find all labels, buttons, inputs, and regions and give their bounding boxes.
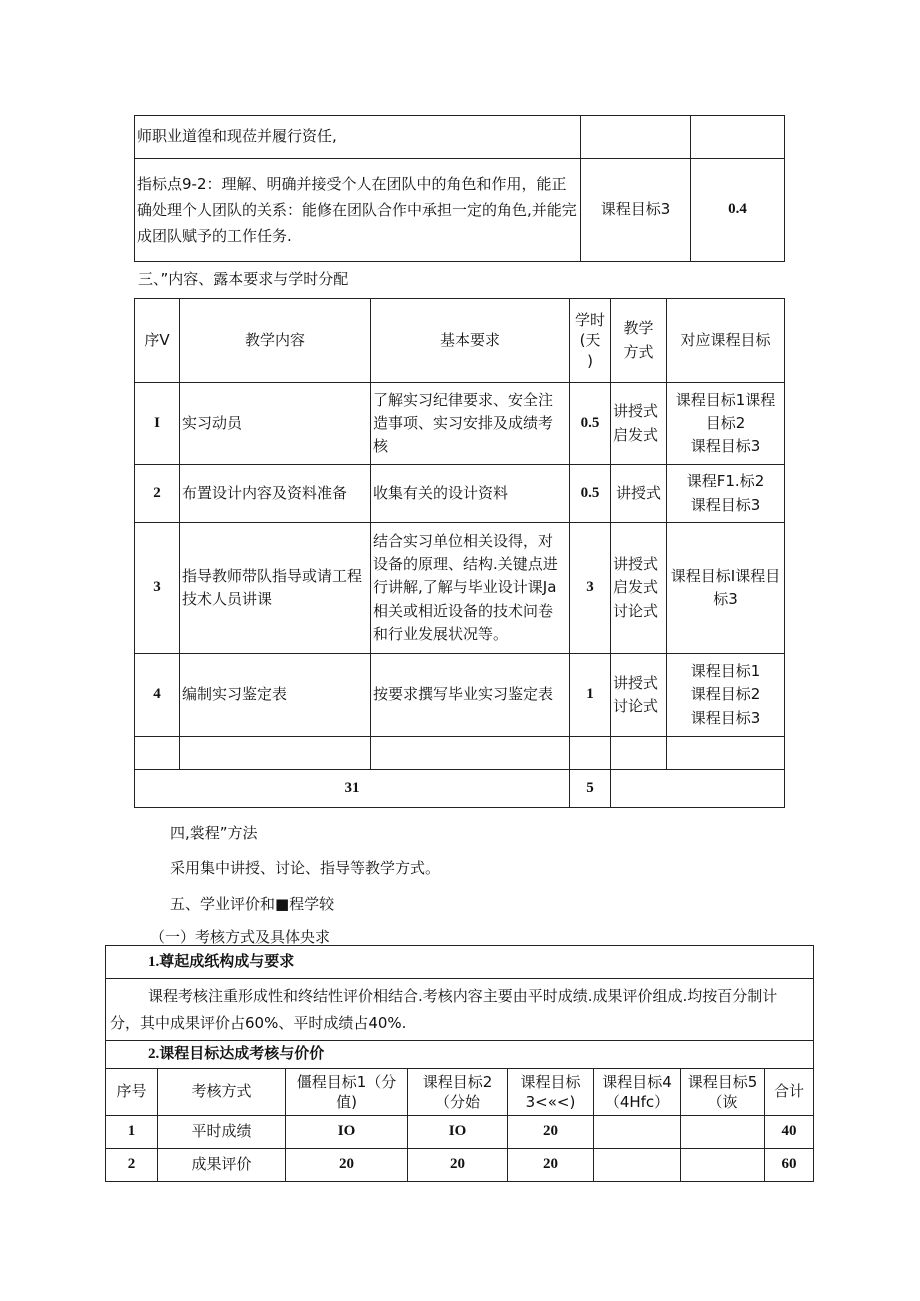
content-cell: 布置设计内容及资料准备 xyxy=(180,465,371,523)
seq-cell: 2 xyxy=(106,1149,158,1182)
col-header-requirement: 基本要求 xyxy=(371,299,570,383)
table-row-empty xyxy=(135,737,785,770)
col-header-method: 教学 方式 xyxy=(611,299,667,383)
col-header-goal2: 课程目标2（分始 xyxy=(408,1069,508,1116)
goal1-cell: IO xyxy=(286,1116,408,1149)
col-header-method: 考核方式 xyxy=(158,1069,286,1116)
weight-cell: 0.4 xyxy=(691,159,785,262)
total-cell: 60 xyxy=(765,1149,814,1182)
method-cell: 成果评价 xyxy=(158,1149,286,1182)
col-header-goal5: 课程目标5（诙 xyxy=(681,1069,765,1116)
goal5-cell xyxy=(681,1116,765,1149)
table-row xyxy=(135,654,785,737)
goal4-cell xyxy=(594,1116,681,1149)
score-table xyxy=(105,1068,814,1182)
method-cell: 平时成绩 xyxy=(158,1116,286,1149)
goal5-cell xyxy=(681,1149,765,1182)
goal-cell: 课程目标3 xyxy=(581,159,691,262)
content-hours-table xyxy=(134,298,785,808)
content-cell: 编制实习鉴定表 xyxy=(180,654,371,737)
method-cell: 讲授式 启发式 讨论式 xyxy=(611,523,667,654)
goal2-cell: IO xyxy=(408,1116,508,1149)
heading2-text: 2.课程目标达成考核与价价 xyxy=(148,1046,325,1063)
objective-mapping-table xyxy=(134,115,785,262)
hours-cell: 0.5 xyxy=(570,465,611,523)
col-header-goal1: 僵程目标1（分值) xyxy=(286,1069,408,1116)
goal-cell: 课程F1.标2 课程目标3 xyxy=(667,465,785,523)
heading1-text: 1.尊起成纸构成与要求 xyxy=(148,953,295,970)
method-cell: 讲授式 启发式 xyxy=(611,383,667,465)
col-header-goal3: 课程目标3<«<) xyxy=(508,1069,594,1116)
requirement-cell: 结合实习单位相关设得，对设备的原理、结构.关键点进行讲解,了解与毕业设计课Ja相关或相近设备的技术问卷和行业发展状况等。 xyxy=(371,523,570,654)
hours-cell: 3 xyxy=(570,523,611,654)
goal-cell: 课程目标1 课程目标2 课程目标3 xyxy=(667,654,785,737)
weight-cell xyxy=(691,116,785,159)
paragraph-line1: 课程考核注重形成性和终结性评价相结合.考核内容主要由平时成绩.成果评价组成.均按百分制计 xyxy=(148,987,778,1006)
requirement-cell: 按要求撰写毕业实习鉴定表 xyxy=(371,654,570,737)
seq-cell: 1 xyxy=(106,1116,158,1149)
goal-cell: 课程目标1课程目标2 课程目标3 xyxy=(667,383,785,465)
table-row xyxy=(106,1149,814,1182)
table-row xyxy=(135,465,785,523)
table-row xyxy=(135,159,785,262)
section5-title: 五、学业评价和■程学较 xyxy=(170,895,335,913)
goal2-cell: 20 xyxy=(408,1149,508,1182)
section4-title: 四,裳程”方法 xyxy=(170,824,258,842)
section4-body: 采用集中讲授、讨论、指导等教学方式。 xyxy=(170,859,441,877)
section3-title: 三、”内容、露本要求与学时分配 xyxy=(138,270,349,288)
col-header-goal4: 课程目标4（4Hfc） xyxy=(594,1069,681,1116)
goal3-cell: 20 xyxy=(508,1149,594,1182)
goal4-cell xyxy=(594,1149,681,1182)
content-cell: 指导教师带队指导或请工程技术人员讲课 xyxy=(180,523,371,654)
table-row xyxy=(135,116,785,159)
indicator-text: 指标点9-2：理解、明确并接受个人在团队中的角色和作用，能正确处理个人团队的关系：能修在团队合作中承担一定的角色,并能完成团队赋予的工作任务. xyxy=(135,159,581,262)
assessment-heading2 xyxy=(106,1041,814,1069)
method-cell: 讲授式 xyxy=(611,465,667,523)
total-cell: 40 xyxy=(765,1116,814,1149)
method-cell: 讲授式 讨论式 xyxy=(611,654,667,737)
col-header-goal: 对应课程目标 xyxy=(667,299,785,383)
table-header-row xyxy=(106,1069,814,1116)
assessment-box xyxy=(105,945,814,1069)
goal-cell xyxy=(581,116,691,159)
table-total-row xyxy=(135,770,785,808)
table-header-row xyxy=(135,299,785,383)
hours-cell: 1 xyxy=(570,654,611,737)
col-header-hours: 学时 (天 ) xyxy=(570,299,611,383)
assessment-paragraph xyxy=(106,979,814,1041)
subsection1-title: （一）考核方式及具体央求 xyxy=(150,928,331,946)
hours-cell: 0.5 xyxy=(570,383,611,465)
requirement-cell: 收集有关的设计资料 xyxy=(371,465,570,523)
seq-cell: 3 xyxy=(135,523,180,654)
col-header-total: 合计 xyxy=(765,1069,814,1116)
goal3-cell: 20 xyxy=(508,1116,594,1149)
table-row xyxy=(135,523,785,654)
goal-cell: 课程目标I课程目标3 xyxy=(667,523,785,654)
indicator-text: 师职业道徨和现莅并履行资任, xyxy=(135,116,581,159)
goal1-cell: 20 xyxy=(286,1149,408,1182)
content-cell: 实习动员 xyxy=(180,383,371,465)
seq-cell: 4 xyxy=(135,654,180,737)
col-header-seq: 序V xyxy=(135,299,180,383)
seq-cell: I xyxy=(135,383,180,465)
total-hours: 5 xyxy=(570,770,611,808)
seq-cell: 2 xyxy=(135,465,180,523)
paragraph-line2: 分，其中成果评价占60%、平时成绩占40%. xyxy=(110,1013,407,1032)
col-header-seq: 序号 xyxy=(106,1069,158,1116)
col-header-content: 教学内容 xyxy=(180,299,371,383)
assessment-heading1 xyxy=(106,946,814,979)
requirement-cell: 了解实习纪律要求、安全注造事项、实习安排及成绩考核 xyxy=(371,383,570,465)
table-row xyxy=(135,383,785,465)
table-row xyxy=(106,1116,814,1149)
total-label: 31 xyxy=(135,770,570,808)
